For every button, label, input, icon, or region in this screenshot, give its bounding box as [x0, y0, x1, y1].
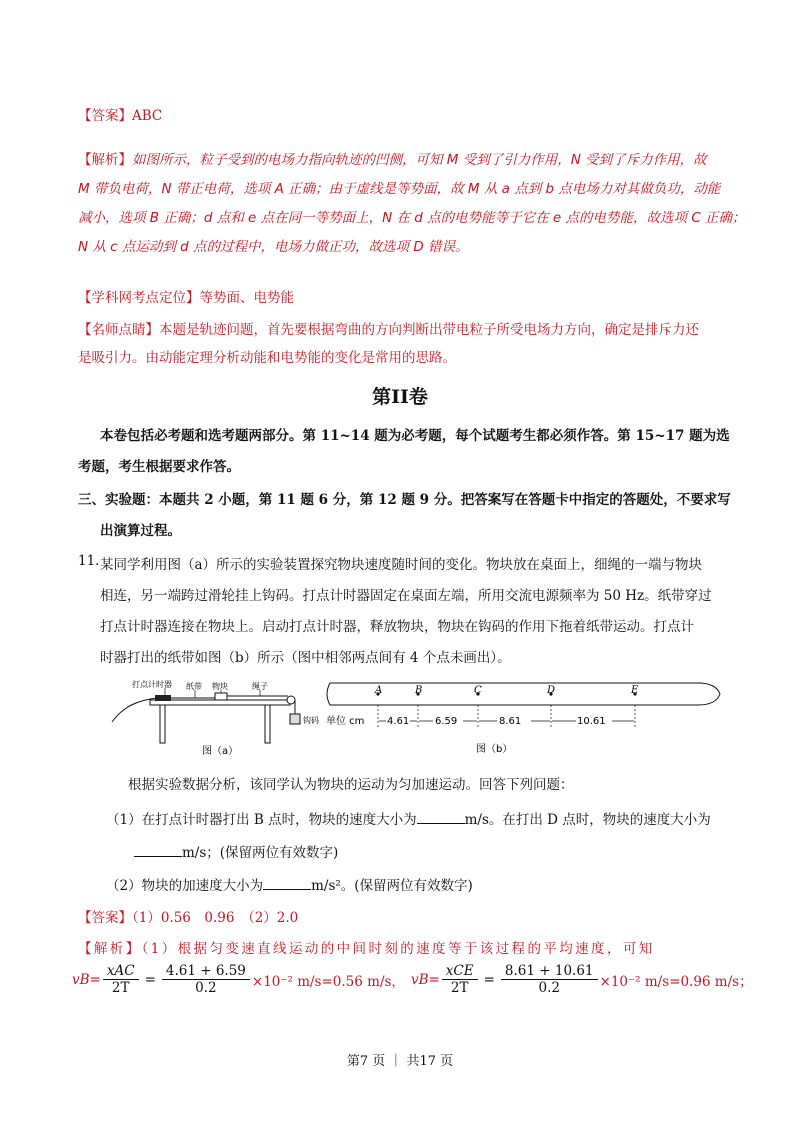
intro-line-2: 考题，考生根据要求作答。	[78, 459, 240, 475]
dianjing-line	[78, 318, 699, 338]
label-rope: 绳子	[252, 682, 268, 691]
label-tape: 纸带	[186, 682, 202, 691]
vb-lhs: vB=	[72, 971, 101, 988]
point-label: D	[547, 685, 556, 696]
analysis11-line	[78, 937, 655, 957]
answer-blank	[417, 811, 465, 824]
dianjing-text: 本题是轨迹问题，首先要根据弯曲的方向判断出带电粒子所受电场力方向，确定是排斥力还	[159, 322, 699, 338]
fraction-values-1: $\frac{4.61 + 6.59}{0.2}$	[162, 963, 250, 996]
analysis11-text: （1）根据匀变速直线运动的中间时刻的速度等于该过程的平均速度，可知	[141, 941, 655, 957]
label-weight: 钩码	[303, 716, 319, 725]
analysis-line: N 从 c 点运动到 d 点的过程中，电场力做正功，故选项 D 错误。	[78, 239, 469, 255]
section-title: 第II卷	[372, 386, 428, 408]
q11-sub2-a: （2）物块的加速度大小为	[106, 878, 264, 894]
q11-line: 相连，另一端跨过滑轮挂上钩码。打点计时器固定在桌面左端，所用交流电源频率为 50 Hz。纸带穿过	[100, 588, 712, 604]
tail-2: ×10⁻² m/s=0.96 m/s；	[599, 973, 753, 990]
q11-sub1	[106, 808, 711, 828]
answer-text: ABC	[132, 108, 163, 124]
distance-label: 10.61	[577, 716, 606, 727]
vb2-lhs: vB=	[410, 971, 440, 988]
dianjing-tag: 【名师点睛】	[78, 322, 159, 338]
distance-label: 8.61	[499, 716, 522, 727]
analysis-tag: 【解析】	[78, 152, 132, 168]
answer11-line	[78, 906, 298, 926]
q11-sub2	[106, 874, 473, 894]
answer-blank	[263, 877, 311, 890]
q11-sub1-cont	[134, 841, 338, 861]
analysis-line: M 带负电荷，N 带正电荷，选项 A 正确；由于虚线是等势面，故 M 从 a 点到 b 点电场力对其做负功，动能	[78, 181, 721, 197]
kaodian-tag: 【学科网考点定位】	[78, 290, 200, 306]
q11-sub1-a: （1）在打点计时器打出 B 点时，物块的速度大小为	[106, 812, 417, 828]
point-label: E	[631, 685, 639, 696]
figure-b-tape	[326, 677, 722, 763]
distance-label: 4.61	[387, 716, 410, 727]
part3-line-2: 出演算过程。	[100, 523, 181, 539]
weight-shape	[290, 714, 300, 724]
intro-line-1: 本卷包括必考题和选考题两部分。第 11~14 题为必考题，每个试题考生都必须作答。第 15~17 题为选	[100, 428, 730, 444]
figure-a-apparatus	[110, 678, 330, 760]
answer11-tag: 【答案】	[78, 910, 132, 926]
q11-prompt: 根据实验数据分析，该同学认为物块的运动为匀加速运动。回答下列问题：	[128, 777, 574, 793]
q11-line: 某同学利用图（a）所示的实验装置探究物块速度随时间的变化。物块放在桌面上，细绳的一端与物块	[100, 557, 703, 573]
fraction-xac: $\frac{\text{xAC}}{2T}$	[103, 963, 139, 996]
tape-outline	[327, 683, 720, 705]
q11-sub2-b: m/s²。(保留两位有效数字)	[311, 878, 473, 894]
q11-number: 11.	[78, 553, 100, 569]
answer-tag: 【答案】	[78, 108, 132, 124]
analysis-text: 如图所示，粒子受到的电场力指向轨迹的凹侧，可知 M 受到了引力作用，N 受到了斥力作用，故	[132, 152, 707, 168]
caption-b: 图（b）	[476, 744, 513, 755]
page-footer: 第7 页 ｜ 共17 页	[346, 1054, 454, 1069]
answer11-text: （1）0.56 0.96 （2）2.0	[132, 910, 299, 926]
answer-blank	[134, 844, 182, 857]
label-block: 物块	[212, 682, 228, 691]
part3-line-1: 三、实验题：本题共 2 小题，第 11 题 6 分，第 12 题 9 分。把答案写在答题卡中指定的答题处，不要求写	[78, 492, 731, 508]
label-timer: 打点计时器	[132, 680, 172, 689]
answer-line	[78, 104, 162, 124]
tail-1: ×10⁻² m/s=0.56 m/s，	[251, 973, 405, 990]
fraction-values-2: $\frac{8.61 + 10.61}{0.2}$	[501, 963, 598, 996]
q11-sub1-c: m/s；(保留两位有效数字)	[182, 845, 339, 861]
q11-line: 打点计时器连接在物块上。启动打点计时器，释放物块，物块在钩码的作用下拖着纸带运动。打点计	[100, 619, 694, 635]
table-leg-right	[265, 705, 270, 743]
unit-label: 单位 cm	[326, 716, 365, 727]
dianjing-line-2: 是吸引力。由动能定理分析动能和电势能的变化是常用的思路。	[78, 350, 456, 366]
caption-a: 图（a）	[202, 746, 239, 757]
point-label: A	[375, 685, 383, 696]
pulley-shape	[287, 696, 295, 704]
block-shape	[215, 693, 227, 700]
point-label: C	[474, 685, 482, 696]
timer-shape	[155, 695, 171, 701]
kaodian-line	[78, 286, 294, 306]
formula-line: vB= $\frac{\text{xAC}}{2T}$ = $\frac{4.61 + 6.59}{0.2}$ ×10⁻² m/s=0.56 m/s， vB= $\frac{\text{xCE}}{2T}$ = $\frac{8.61 + 10.61}{0.2}$ ×10⁻² m/s=0.96 m/s；	[72, 963, 753, 996]
kaodian-text: 等势面、电势能	[199, 290, 294, 306]
analysis-line: 减小，选项 B 正确；d 点和 e 点在同一等势面上，N 在 d 点的电势能等于它在 e 点的电势能，故选项 C 正确；	[78, 210, 746, 226]
distance-label: 6.59	[435, 716, 458, 727]
analysis-block	[78, 146, 746, 262]
q11-sub1-b: m/s。在打出 D 点时，物块的速度大小为	[464, 812, 711, 828]
point-label: B	[415, 685, 423, 696]
analysis-line	[78, 146, 738, 175]
table-leg-left	[160, 705, 165, 743]
q11-line: 时器打出的纸带如图（b）所示（图中相邻两点间有 4 个点未画出）。	[100, 650, 511, 666]
analysis11-tag: 【解析】	[78, 941, 142, 957]
fraction-xce: $\frac{\text{xCE}}{2T}$	[442, 963, 478, 996]
